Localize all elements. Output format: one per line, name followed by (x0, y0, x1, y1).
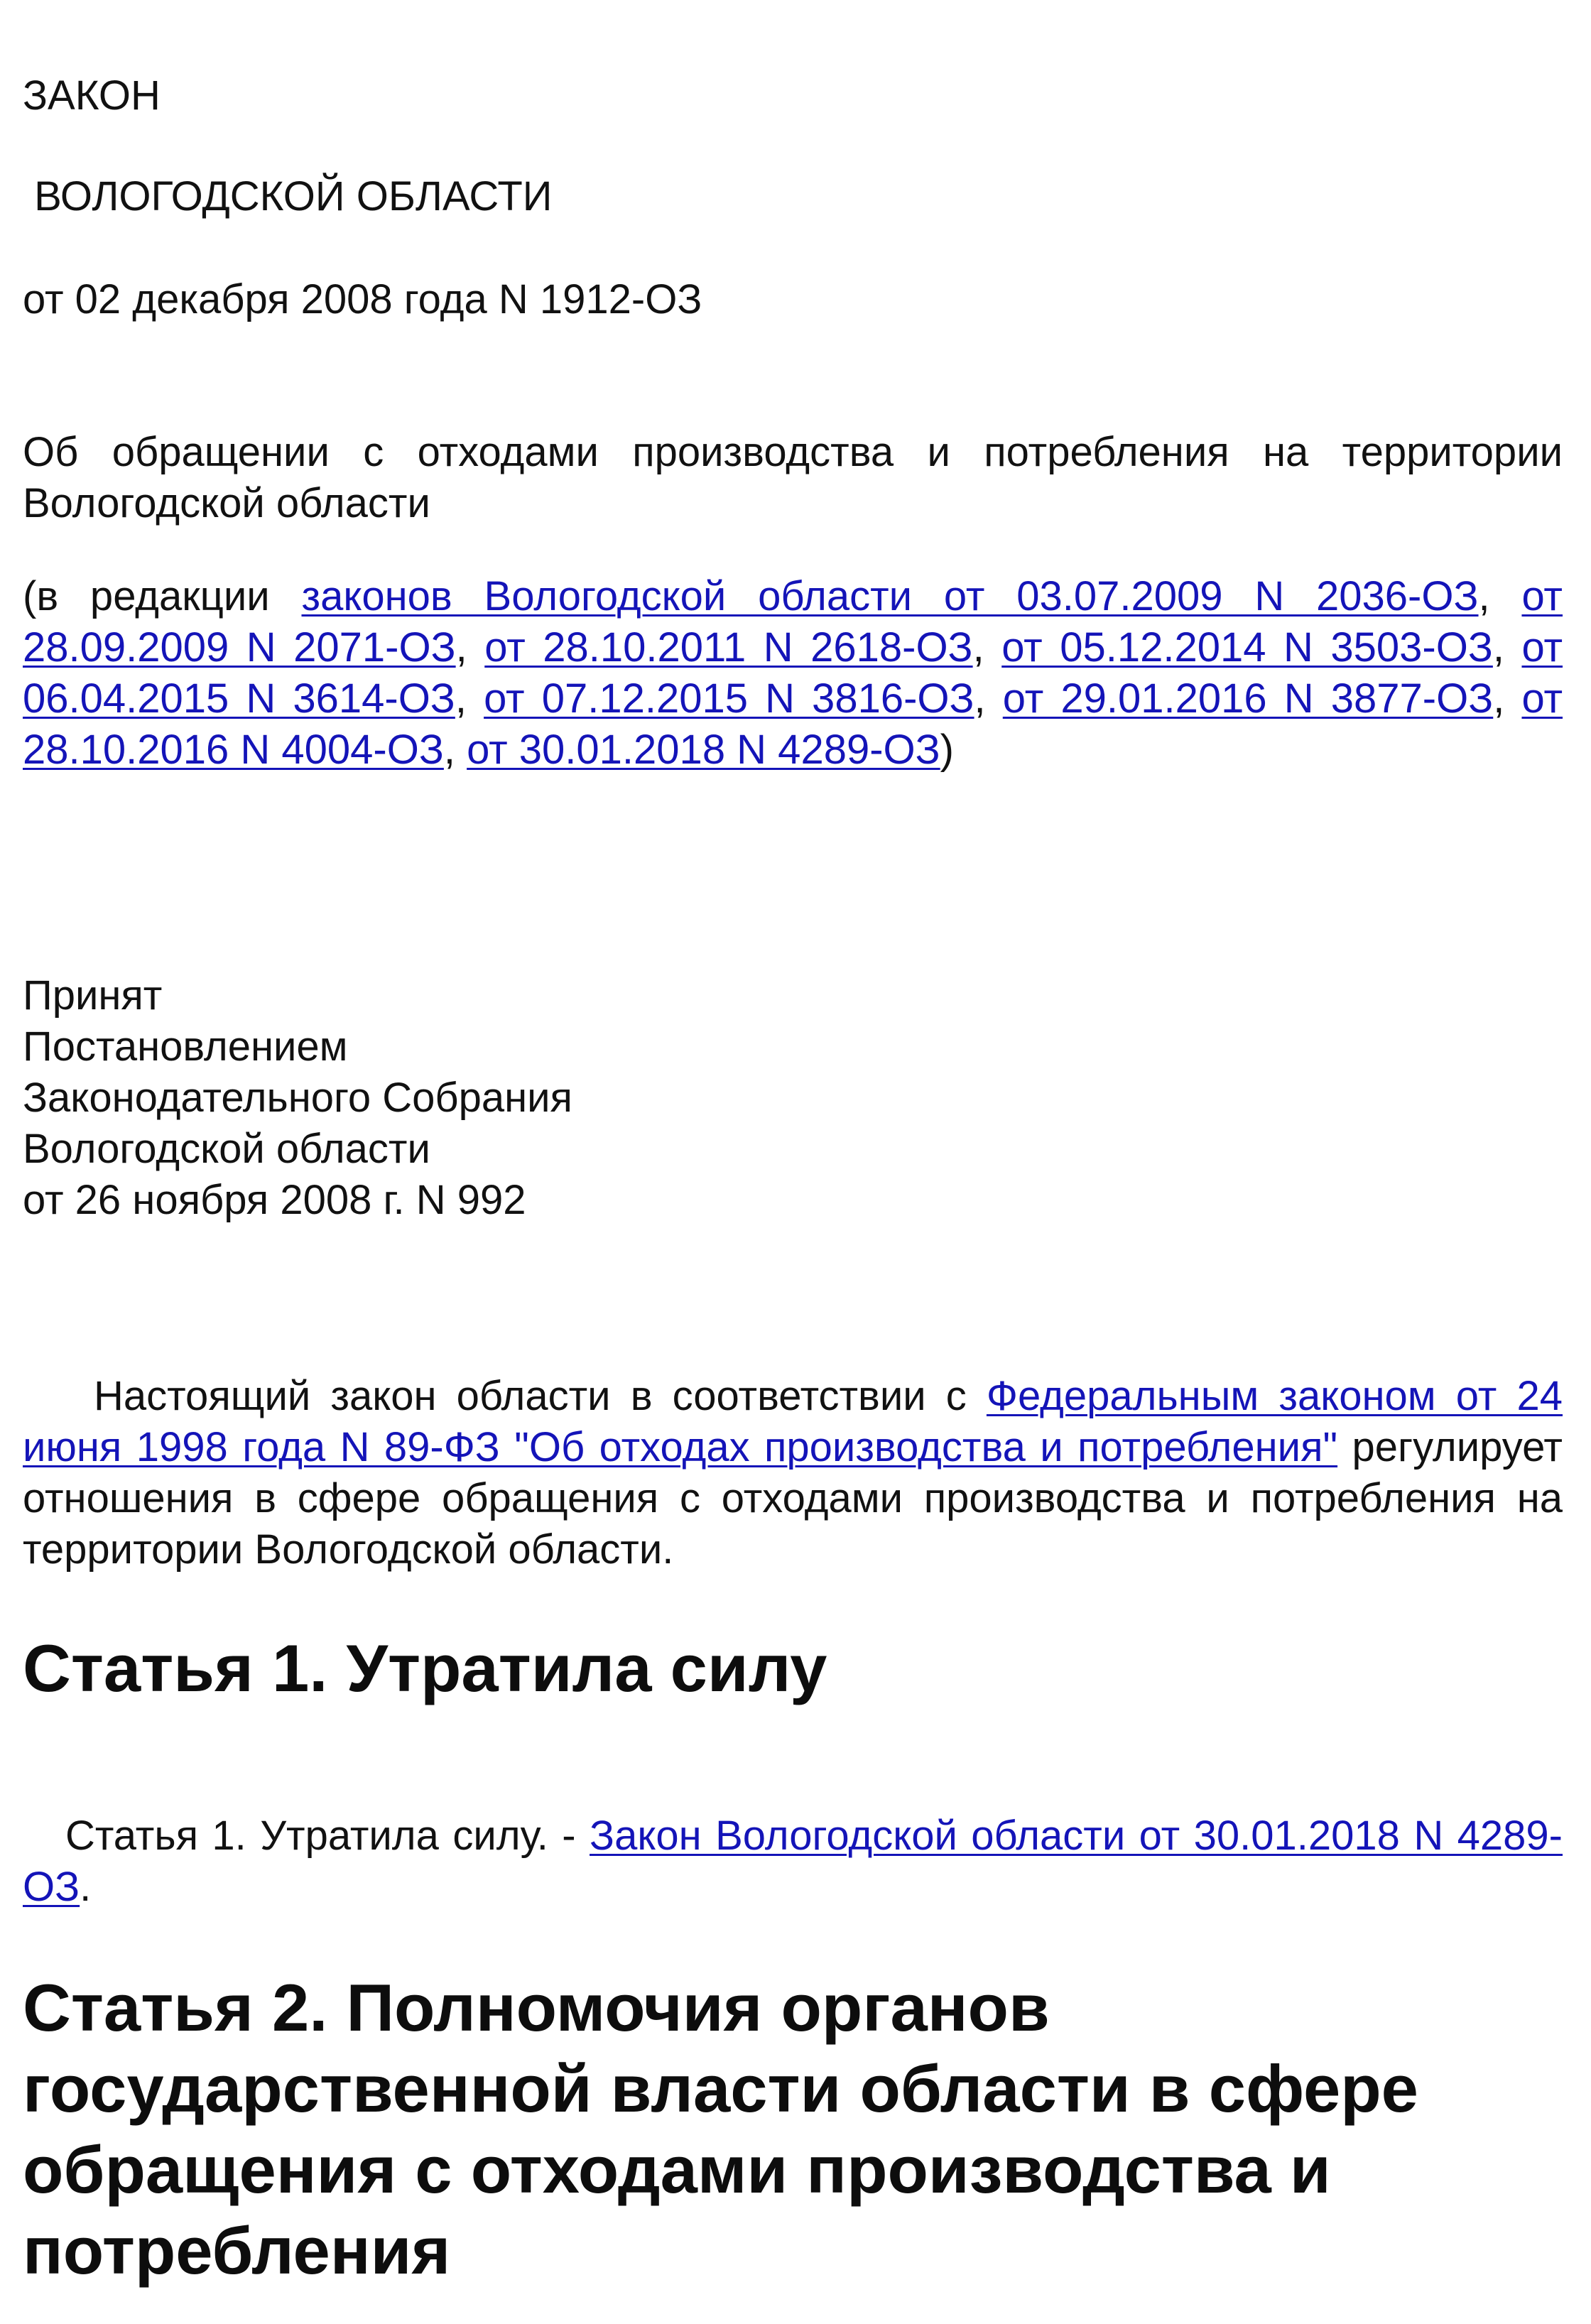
separator: , (455, 624, 485, 670)
separator: , (443, 727, 467, 773)
article-1-law-link[interactable]: Закон Вологодской области от 30.01.2018 N 4289-ОЗ (23, 1813, 1563, 1910)
separator: , (974, 675, 1003, 722)
separator: , (455, 675, 484, 722)
revision-link-3503[interactable]: от 05.12.2014 N 3503-ОЗ (1001, 624, 1493, 670)
separator: , (1478, 573, 1522, 619)
law-type: ЗАКОН (23, 72, 161, 119)
separator: , (1492, 624, 1522, 670)
revision-link-3877[interactable]: от 29.01.2016 N 3877-ОЗ (1002, 675, 1494, 722)
separator: , (1493, 675, 1522, 722)
law-date-number: от 02 декабря 2008 года N 1912-ОЗ (23, 276, 702, 322)
separator: , (972, 624, 1002, 670)
federal-law-link[interactable]: Федеральным законом от 24 июня 1998 года N 89-ФЗ "Об отходах производства и потребления" (23, 1373, 1563, 1470)
law-region: ВОЛОГОДСКОЙ ОБЛАСТИ (23, 173, 553, 219)
revisions-suffix: ) (940, 727, 954, 773)
preamble (23, 1371, 1563, 1575)
revision-link-2071[interactable]: от 28.09.2009 N 2071-ОЗ (23, 573, 1563, 670)
revision-link-3614[interactable]: от 06.04.2015 N 3614-ОЗ (23, 624, 1563, 722)
preamble-after: регулирует отношения в сфере обращения с отходами производства и потребления на территории Вологодской области. (23, 1424, 1563, 1573)
article-1-heading: Статья 1. Утратила силу (23, 1631, 827, 1705)
article-1-text (23, 1810, 1563, 1913)
revisions-prefix: (в редакции (23, 573, 302, 619)
adopted-line-4: Вологодской области (23, 1126, 430, 1172)
revisions-note (23, 571, 1563, 776)
adopted-line-1: Принят (23, 972, 163, 1019)
adopted-line-2: Постановлением (23, 1023, 348, 1070)
revision-link-2036[interactable]: законов Вологодской области от 03.07.2009 N 2036-ОЗ (301, 573, 1479, 619)
revision-link-3816[interactable]: от 07.12.2015 N 3816-ОЗ (484, 675, 974, 722)
revision-link-4004[interactable]: от 28.10.2016 N 4004-ОЗ (23, 675, 1563, 773)
adopted-line-5: от 26 ноября 2008 г. N 992 (23, 1177, 526, 1223)
article-1-text-after: . (80, 1864, 92, 1910)
article-2-heading: Статья 2. Полномочия органов государственной власти области в сфере обращения с отходами производства и потребления (23, 1970, 1418, 2288)
article-1-text-before: Статья 1. Утратила силу. - (65, 1813, 590, 1859)
revision-link-2618[interactable]: от 28.10.2011 N 2618-ОЗ (484, 624, 973, 670)
preamble-before: Настоящий закон области в соответствии с (94, 1373, 987, 1419)
adoption-block (23, 970, 572, 1226)
adopted-line-3: Законодательного Собрания (23, 1075, 572, 1121)
revision-link-4289[interactable]: от 30.01.2018 N 4289-ОЗ (467, 727, 940, 773)
law-title: Об обращении с отходами производства и потребления на территории Вологодской области (23, 429, 1563, 526)
